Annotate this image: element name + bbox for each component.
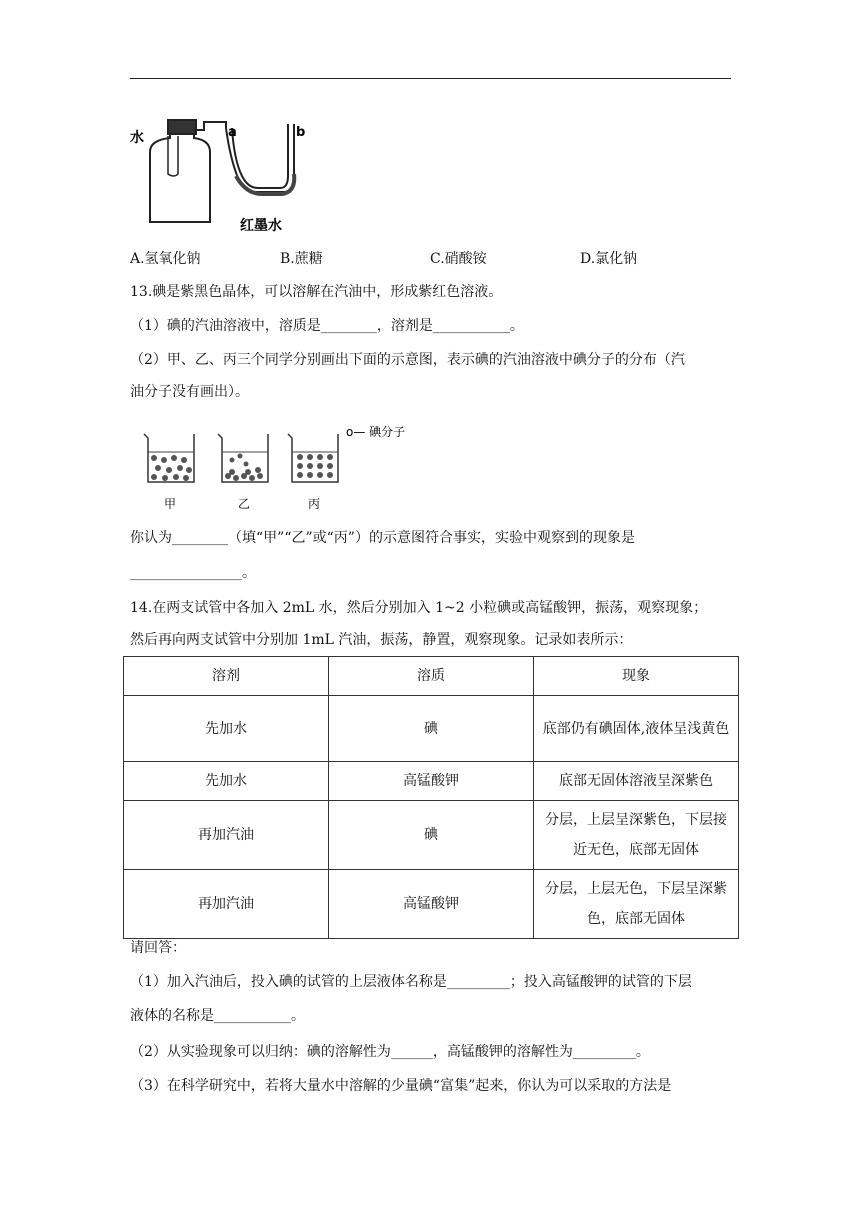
q13-answer-line1: 你认为________（填“甲”“乙”或“丙”）的示意图符合事实，实验中观察到的现象是 xyxy=(130,530,635,546)
table-cell: 底部仍有碘固体,液体呈浅黄色 xyxy=(534,696,739,762)
table-cell: 先加水 xyxy=(124,762,329,801)
experiment-record-table xyxy=(123,656,739,939)
beaker-label-bing: 丙 xyxy=(308,497,321,511)
label-b: b xyxy=(296,125,306,140)
table-cell: 碘 xyxy=(329,801,534,870)
option-d: D.氯化钠 xyxy=(580,251,638,267)
q13-part2-line1: （2）甲、乙、丙三个同学分别画出下面的示意图，表示碘的汽油溶液中碘分子的分布（汽 xyxy=(130,352,685,368)
q14-part1-line1: （1）加入汽油后，投入碘的试管的上层液体名称是_________；投入高锰酸钾的试管的下层 xyxy=(130,974,692,990)
label-red-ink: 红墨水 xyxy=(240,218,282,234)
table-header: 现象 xyxy=(534,657,739,696)
q12-options xyxy=(130,248,740,268)
table-row xyxy=(124,696,739,762)
table-cell: 先加水 xyxy=(124,696,329,762)
beakers-figure xyxy=(136,418,426,514)
table-cell: 再加汽油 xyxy=(124,801,329,870)
table-header-row xyxy=(124,657,739,696)
q14-stem-line1: 14.在两支试管中各加入 2mL 水，然后分别加入 1~2 小粒碘或高锰酸钾，振荡，观察现象； xyxy=(130,600,708,616)
label-a: a xyxy=(228,125,237,140)
table-header: 溶质 xyxy=(329,657,534,696)
q14-stem-line2: 然后再向两支试管中分别加 1mL 汽油，振荡，静置，观察现象。记录如表所示： xyxy=(130,632,633,648)
table-cell: 分层，上层呈深紫色，下层接近无色，底部无固体 xyxy=(534,801,739,870)
table-row xyxy=(124,870,739,939)
header-rule xyxy=(130,78,731,79)
q14-part1-line2: 液体的名称是___________。 xyxy=(130,1008,305,1024)
table-cell: 碘 xyxy=(329,696,534,762)
option-a: A.氢氧化钠 xyxy=(130,251,201,267)
table-row xyxy=(124,801,739,870)
beaker-label-jia: 甲 xyxy=(164,497,177,511)
table-cell: 高锰酸钾 xyxy=(329,870,534,939)
q13-stem: 13.碘是紫黑色晶体，可以溶解在汽油中，形成紫红色溶液。 xyxy=(130,284,503,300)
q14-part3: （3）在科学研究中，若将大量水中溶解的少量碘“富集”起来，你认为可以采取的方法是 xyxy=(130,1078,672,1094)
table-row xyxy=(124,762,739,801)
q13-part1: （1）碘的汽油溶液中，溶质是________，溶剂是___________。 xyxy=(130,318,524,334)
q13-part2-line2: 油分子没有画出）。 xyxy=(130,384,249,400)
q13-answer-line2: ________________。 xyxy=(130,565,256,581)
table-cell: 底部无固体溶液呈深紫色 xyxy=(534,762,739,801)
beaker-label-yi: 乙 xyxy=(238,497,251,511)
table-header: 溶剂 xyxy=(124,657,329,696)
bottle-u-tube-figure xyxy=(128,118,308,234)
table-cell: 分层，上层无色，下层呈深紫色，底部无固体 xyxy=(534,870,739,939)
table-cell: 再加汽油 xyxy=(124,870,329,939)
q14-part2: （2）从实验现象可以归纳：碘的溶解性为______，高锰酸钾的溶解性为_________。 xyxy=(130,1044,650,1060)
table-cell: 高锰酸钾 xyxy=(329,762,534,801)
q14-please-answer: 请回答： xyxy=(130,940,186,956)
option-b: B.蔗糖 xyxy=(280,251,323,267)
legend-iodine-molecule: o— 碘分子 xyxy=(346,425,406,439)
option-c: C.硝酸铵 xyxy=(430,251,487,267)
label-water: 水 xyxy=(130,130,144,146)
